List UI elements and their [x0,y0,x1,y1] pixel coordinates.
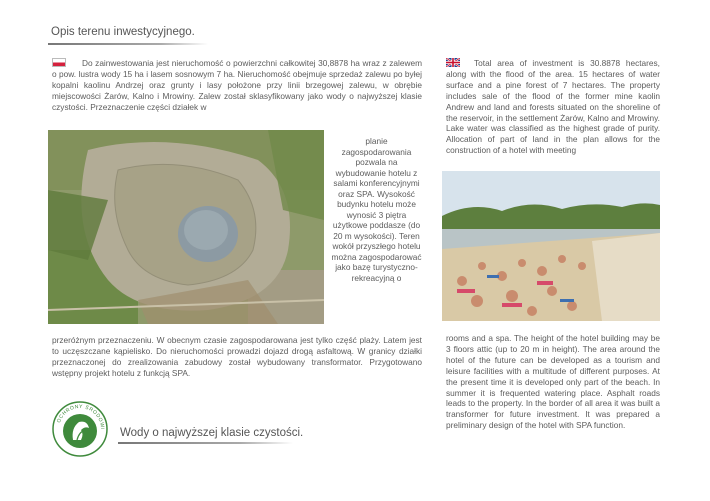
polish-paragraph-top: Do zainwestowania jest nieruchomość o powierzchni całkowitej 30,8878 ha wraz z zalewem o pow. lustra wody 15 ha i lasem sosnowym 7 ha. Nieruchomość obejmuje sprzedaż zalewu po byłej kopalni kaolinu Andrzej oraz grunty i lasy położone przy linii brzegowej zalewu, w obrębie miejscowości Żarów, Kalno i Mrowiny. Zalew został sklasyfikowany jako wody o najwyższej klasie czystości. Przeznaczenie części działek w [52,58,422,112]
polish-paragraph-side: planie zagospodarowania pozwala na wybudowanie hotelu z salami konferencyjnymi oraz SPA. Wysokość budynku hotelu może wynosić 3 piętra użytkowe poddasze (do 20 m wysokości). Teren wokół przyszłego hotelu można zagospodarować jako bazę turystyczno-rekreacyjną o [331,136,422,283]
caption-underline [118,442,293,444]
footer-caption: Wody o najwyższej klasie czystości. [120,427,304,439]
beach-photo [442,171,660,321]
english-paragraph-top: Total area of investment is 30.8878 hectares, along with the flood of the area. 15 hectares of water surface and a pine forest of 7 hectares. The property includes sale of the flood of the former mine kaolin Andrew and land and forests situated on the shoreline of the reservoir, in the settlement Żarów, Kalno and Mrowiny. Lake water was classified as the highest grade of purity. Allocation of part of land in the plan allows for the construction of a hotel with meeting [446,58,660,156]
polish-paragraph-bottom: przeróżnym przeznaczeniu. W obecnym czasie zagospodarowana jest tylko część plaży. Latem jest to uczęszczane kąpielisko. Do nieruchomości prowadzi dojazd drogą asfaltową. W granicy działki przeznaczonej do zrealizowania zabudowy został wybudowany transformator. Przygotowano wstępny projekt hotelu z funkcją SPA. [52,335,422,378]
title-underline [48,43,208,45]
environment-protection-logo [51,400,109,458]
page-title: Opis terenu inwestycyjnego. [51,26,195,38]
aerial-photo [48,130,324,324]
english-paragraph-bottom: rooms and a spa. The height of the hotel building may be 3 floors attic (up to 20 m in height). The area around the hotel of the future can be developed as a tourism and leisure facilities with a multitude of different purposes. At the present time it is developed only part of the beach. In summer it is frequented watering place. Asphalt roads leads to the property. In the border of all area it was built a transformer for future investment. It was prepared a preliminary design of the hotel with SPA function. [446,333,660,431]
logo-arc-text: OCHRONY ŚRODOWI [56,403,106,430]
